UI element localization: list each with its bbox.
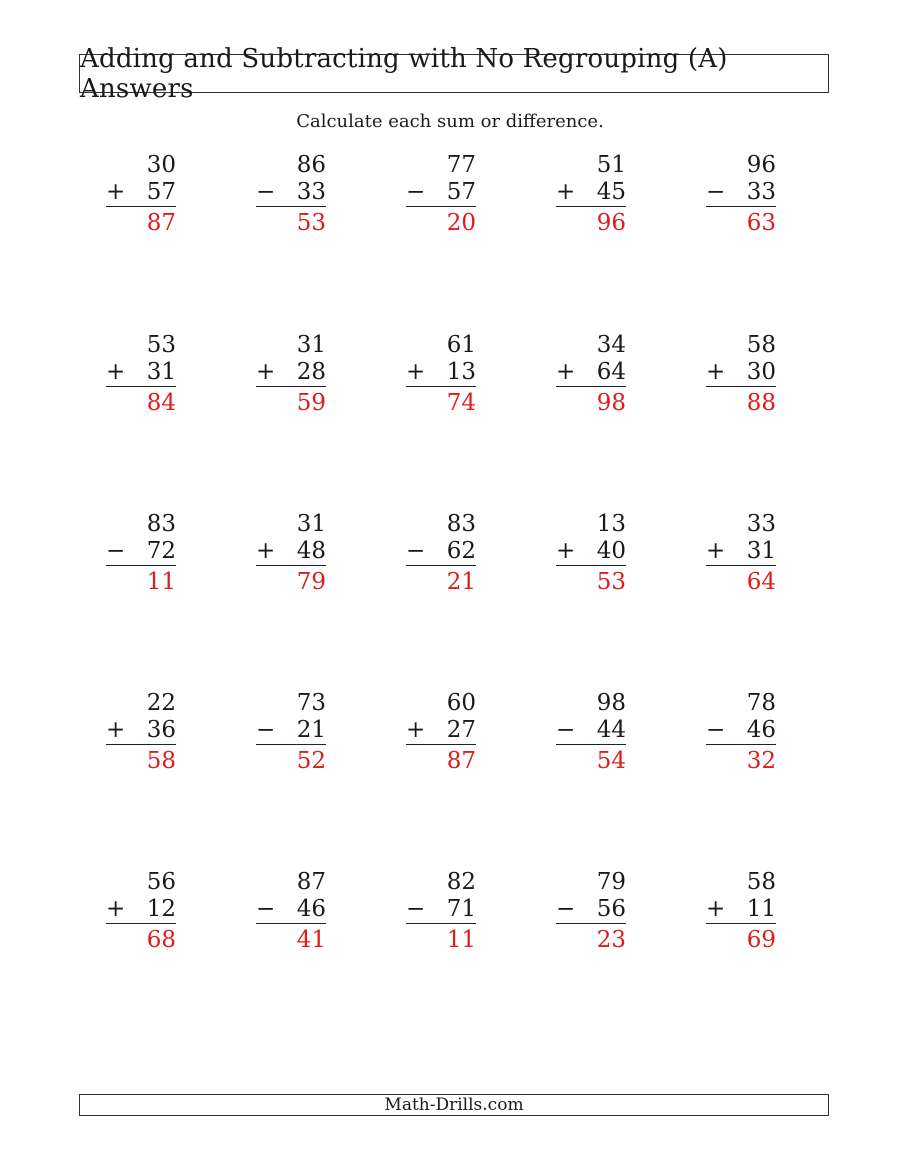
problem-12 — [256, 511, 326, 596]
problem-2 — [256, 152, 326, 237]
problem-answer: 41 — [296, 927, 326, 953]
problem-operator-line — [256, 717, 326, 745]
problem-operator-line — [706, 717, 776, 745]
problem-8 — [406, 332, 476, 417]
problem-top-number: 51 — [596, 152, 626, 178]
problem-top-number: 58 — [746, 869, 776, 895]
problem-answer: 87 — [146, 210, 176, 236]
problem-17 — [256, 690, 326, 775]
operator-sign: − — [106, 538, 126, 564]
operator-sign: + — [556, 359, 576, 385]
operator-sign: − — [556, 717, 576, 743]
problem-top-number: 73 — [296, 690, 326, 716]
operator-sign: + — [256, 359, 276, 385]
problem-operator-line — [706, 179, 776, 207]
problem-operator-line — [556, 538, 626, 566]
problem-answer: 11 — [146, 569, 176, 595]
problem-operator-line — [406, 538, 476, 566]
problem-operator-line — [556, 179, 626, 207]
problem-23 — [406, 869, 476, 954]
problem-9 — [556, 332, 626, 417]
operator-sign: + — [406, 359, 426, 385]
problem-answer: 32 — [746, 748, 776, 774]
problem-answer: 74 — [446, 390, 476, 416]
problem-15 — [706, 511, 776, 596]
problem-6 — [106, 332, 176, 417]
problem-operator-line — [556, 896, 626, 924]
problem-7 — [256, 332, 326, 417]
problem-top-number: 77 — [446, 152, 476, 178]
problem-top-number: 60 — [446, 690, 476, 716]
problem-top-number: 79 — [596, 869, 626, 895]
problem-3 — [406, 152, 476, 237]
problem-bottom-number: 57 — [146, 179, 176, 205]
problem-operator-line — [406, 359, 476, 387]
problem-14 — [556, 511, 626, 596]
problem-bottom-number: 64 — [596, 359, 626, 385]
operator-sign: + — [106, 717, 126, 743]
problem-bottom-number: 40 — [596, 538, 626, 564]
problem-operator-line — [406, 179, 476, 207]
problem-top-number: 13 — [596, 511, 626, 537]
footer-text: Math-Drills.com — [384, 1095, 524, 1115]
problem-answer: 58 — [146, 748, 176, 774]
problem-operator-line — [106, 179, 176, 207]
problem-bottom-number: 62 — [446, 538, 476, 564]
problem-bottom-number: 36 — [146, 717, 176, 743]
problem-answer: 23 — [596, 927, 626, 953]
problem-operator-line — [256, 896, 326, 924]
problem-top-number: 22 — [146, 690, 176, 716]
problem-top-number: 96 — [746, 152, 776, 178]
instructions: Calculate each sum or difference. — [296, 111, 604, 132]
problem-13 — [406, 511, 476, 596]
problem-operator-line — [556, 717, 626, 745]
problem-answer: 84 — [146, 390, 176, 416]
problem-top-number: 86 — [296, 152, 326, 178]
problem-4 — [556, 152, 626, 237]
problem-answer: 79 — [296, 569, 326, 595]
problem-1 — [106, 152, 176, 237]
problem-10 — [706, 332, 776, 417]
operator-sign: − — [256, 717, 276, 743]
problem-answer: 88 — [746, 390, 776, 416]
problem-bottom-number: 13 — [446, 359, 476, 385]
problem-operator-line — [706, 538, 776, 566]
problem-22 — [256, 869, 326, 954]
operator-sign: − — [706, 179, 726, 205]
problem-answer: 87 — [446, 748, 476, 774]
problem-top-number: 82 — [446, 869, 476, 895]
problem-operator-line — [256, 179, 326, 207]
problem-bottom-number: 33 — [746, 179, 776, 205]
problem-top-number: 83 — [446, 511, 476, 537]
problem-top-number: 78 — [746, 690, 776, 716]
operator-sign: − — [406, 179, 426, 205]
problem-top-number: 61 — [446, 332, 476, 358]
problem-19 — [556, 690, 626, 775]
problem-top-number: 83 — [146, 511, 176, 537]
problem-operator-line — [706, 359, 776, 387]
problem-top-number: 31 — [296, 511, 326, 537]
problem-25 — [706, 869, 776, 954]
operator-sign: − — [406, 896, 426, 922]
problem-bottom-number: 31 — [746, 538, 776, 564]
operator-sign: + — [706, 896, 726, 922]
problem-bottom-number: 12 — [146, 896, 176, 922]
operator-sign: − — [556, 896, 576, 922]
problem-bottom-number: 72 — [146, 538, 176, 564]
problem-answer: 52 — [296, 748, 326, 774]
operator-sign: + — [556, 179, 576, 205]
worksheet-title-text: Adding and Subtracting with No Regrouping (A) Answers — [80, 43, 728, 104]
problem-operator-line — [256, 538, 326, 566]
problem-answer: 68 — [146, 927, 176, 953]
problem-top-number: 98 — [596, 690, 626, 716]
problem-answer: 53 — [296, 210, 326, 236]
problem-bottom-number: 31 — [146, 359, 176, 385]
operator-sign: + — [256, 538, 276, 564]
operator-sign: − — [406, 538, 426, 564]
problem-bottom-number: 33 — [296, 179, 326, 205]
problem-operator-line — [556, 359, 626, 387]
problem-top-number: 56 — [146, 869, 176, 895]
problem-top-number: 31 — [296, 332, 326, 358]
problem-operator-line — [106, 896, 176, 924]
problem-bottom-number: 57 — [446, 179, 476, 205]
footer — [79, 1094, 829, 1116]
problem-operator-line — [106, 538, 176, 566]
problem-answer: 64 — [746, 569, 776, 595]
problem-bottom-number: 45 — [596, 179, 626, 205]
operator-sign: − — [256, 896, 276, 922]
problem-bottom-number: 48 — [296, 538, 326, 564]
problem-answer: 59 — [296, 390, 326, 416]
problem-top-number: 87 — [296, 869, 326, 895]
problem-top-number: 34 — [596, 332, 626, 358]
problem-16 — [106, 690, 176, 775]
problem-answer: 11 — [446, 927, 476, 953]
problem-operator-line — [106, 359, 176, 387]
problem-bottom-number: 27 — [446, 717, 476, 743]
problem-bottom-number: 46 — [746, 717, 776, 743]
problem-operator-line — [706, 896, 776, 924]
problem-11 — [106, 511, 176, 596]
problem-answer: 53 — [596, 569, 626, 595]
problem-bottom-number: 30 — [746, 359, 776, 385]
problem-20 — [706, 690, 776, 775]
problem-bottom-number: 11 — [746, 896, 776, 922]
problem-bottom-number: 46 — [296, 896, 326, 922]
problem-answer: 54 — [596, 748, 626, 774]
problem-answer: 63 — [746, 210, 776, 236]
operator-sign: − — [706, 717, 726, 743]
operator-sign: + — [556, 538, 576, 564]
problem-bottom-number: 44 — [596, 717, 626, 743]
problem-answer: 98 — [596, 390, 626, 416]
problem-bottom-number: 21 — [296, 717, 326, 743]
problem-top-number: 58 — [746, 332, 776, 358]
problem-top-number: 33 — [746, 511, 776, 537]
problem-operator-line — [406, 717, 476, 745]
problem-operator-line — [256, 359, 326, 387]
problem-5 — [706, 152, 776, 237]
problem-bottom-number: 28 — [296, 359, 326, 385]
problem-top-number: 53 — [146, 332, 176, 358]
problem-24 — [556, 869, 626, 954]
operator-sign: + — [406, 717, 426, 743]
problem-bottom-number: 56 — [596, 896, 626, 922]
problem-18 — [406, 690, 476, 775]
problem-top-number: 30 — [146, 152, 176, 178]
problem-bottom-number: 71 — [446, 896, 476, 922]
operator-sign: + — [706, 538, 726, 564]
problem-answer: 96 — [596, 210, 626, 236]
problem-answer: 69 — [746, 927, 776, 953]
problem-operator-line — [106, 717, 176, 745]
operator-sign: + — [106, 896, 126, 922]
operator-sign: + — [106, 359, 126, 385]
problem-answer: 21 — [446, 569, 476, 595]
operator-sign: − — [256, 179, 276, 205]
problem-operator-line — [406, 896, 476, 924]
problem-answer: 20 — [446, 210, 476, 236]
operator-sign: + — [106, 179, 126, 205]
operator-sign: + — [706, 359, 726, 385]
problem-21 — [106, 869, 176, 954]
